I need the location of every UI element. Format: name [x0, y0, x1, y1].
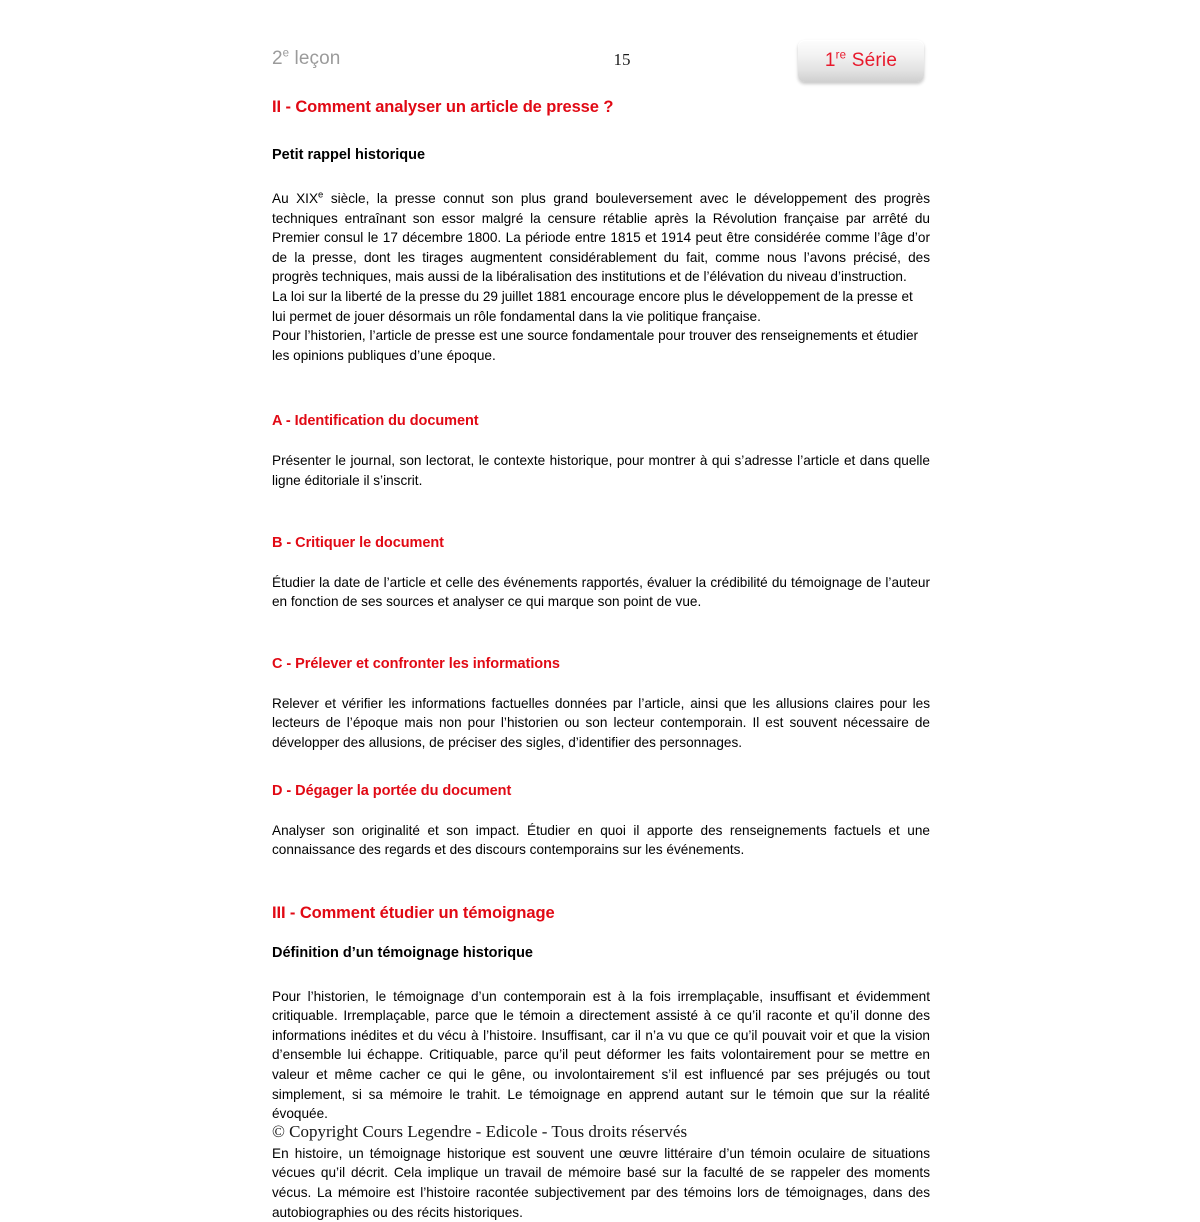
- spacer: [272, 612, 930, 656]
- paragraph-subsection-b: Étudier la date de l’article et celle des événements rapportés, évaluer la crédibilité du témoignage de l’auteur en fonction de ses sources et analyser ce qui marque son point de vue.: [272, 574, 930, 610]
- lesson-label-number: 2: [272, 48, 283, 69]
- series-badge: [798, 40, 924, 82]
- series-badge-label: [825, 50, 897, 72]
- paragraph-subsection-c: Relever et vérifier les informations factuelles données par l’article, ainsi que les allusions claires pour les lecteurs de l’époque mais non pour l’historien ou son lecteur contemporain. Il est souvent nécessaire de développer des allusions, de préciser des sigles, d’identifier des personnages.: [272, 695, 930, 750]
- paragraph-historical-1: Au XIXe siècle, la presse connut son plus grand bouleversement avec le développement des progrès techniques entraînant son essor malgré la censure rétablie après la Révolution française par arrêté du Premier consul le 17 décembre 1800. La période entre 1815 et 1914 peut être considérée comme l’âge d’or de la presse, dont les tirages augmentent considérablement du fait, comme nous l’avons précisé, des progrès techniques, mais aussi de la libéralisation des institutions et de l’élévation du niveau d’instruction.: [272, 189, 930, 285]
- spacer: [272, 961, 930, 987]
- paragraph-testimony-1: Pour l’historien, le témoignage d’un contemporain est à la fois irremplaçable, insuffisant et évidemment critiquable. Irremplaçable, parce que le témoin a directement assisté à ce qu’il raconte et qu’il donne des informations inédites et du vécu à l’histoire. Insuffisant, car il n’a vu que ce qu’il pouvait voir et que la vision d’ensemble lui échappe. Critiquable, parce qu’il peut déformer les faits volontairement pour se mettre en valeur et même cacher ce qui le gêne, ou involontairement s’il est influencé par ses préjugés ou tout simplement, si sa mémoire le trahit. Le témoignage en apprend autant sur le témoin que sur la réalité évoquée.: [272, 988, 930, 1122]
- series-badge-ordinal-suffix: re: [835, 49, 847, 62]
- spacer: [272, 672, 930, 694]
- page-footer: [272, 1122, 930, 1142]
- page-header: [272, 40, 924, 86]
- spacer: [272, 799, 930, 821]
- spacer: [272, 923, 930, 945]
- document-content: [272, 98, 930, 1222]
- spacer: [272, 753, 930, 783]
- heading-section-two: II - Comment analyser un article de presse ?: [272, 98, 614, 116]
- spacer: [272, 429, 930, 451]
- heading-subsection-a: A - Identification du document: [272, 413, 479, 430]
- paragraph-subsection-a: Présenter le journal, son lectorat, le contexte historique, pour montrer à qui s’adresse l’article et dans quelle ligne éditoriale il s’inscrit.: [272, 453, 930, 488]
- heading-subsection-d: D - Dégager la portée du document: [272, 782, 512, 799]
- spacer: [272, 365, 930, 413]
- lesson-label-word: leçon: [289, 48, 341, 69]
- century-ordinal-suffix: e: [318, 189, 324, 201]
- spacer: [272, 551, 930, 573]
- spacer: [272, 117, 930, 147]
- page-number: 15: [613, 50, 631, 69]
- paragraph-testimony-2: En histoire, un témoignage historique est souvent une œuvre littéraire d’un témoin oculaire de situations vécues qu’il décrit. Cela implique un travail de mémoire basé sur la faculté de se rappeler des moments vécus. La mémoire est l’histoire racontée subjectivement par des témoins lors de témoignages, dans des autobiographies ou des récits historiques.: [272, 1145, 930, 1220]
- series-badge-word: Série: [846, 50, 898, 71]
- lesson-label-ordinal-suffix: e: [282, 47, 290, 60]
- heading-subsection-b: B - Critiquer le document: [272, 534, 444, 551]
- paragraph-subsection-d: Analyser son originalité et son impact. Étudier en quoi il apporte des renseignements factuels et une connaissance des regards et des discours contemporains sur les événements.: [272, 822, 930, 858]
- paragraph-historical-3: Pour l’historien, l’article de presse est une source fondamentale pour trouver des renseignements et étudier les opinions publiques d’une époque.: [272, 328, 919, 363]
- heading-subsection-c: C - Prélever et confronter les informations: [272, 655, 560, 672]
- paragraph-historical-2: La loi sur la liberté de la presse du 29 juillet 1881 encourage encore plus le développement de la presse et lui permet de jouer désormais un rôle fondamental dans la vie politique française.: [272, 288, 913, 324]
- heading-section-three: III - Comment étudier un témoignage: [272, 903, 555, 922]
- spacer: [272, 491, 930, 535]
- series-badge-number: 1: [824, 50, 836, 71]
- spacer: [272, 860, 930, 904]
- copyright-notice: © Copyright Cours Legendre - Edicole - Tous droits réservés: [272, 1122, 688, 1141]
- heading-testimony-definition: Définition d’un témoignage historique: [272, 944, 533, 961]
- spacer: [272, 163, 930, 189]
- heading-historical-reminder: Petit rappel historique: [272, 147, 426, 163]
